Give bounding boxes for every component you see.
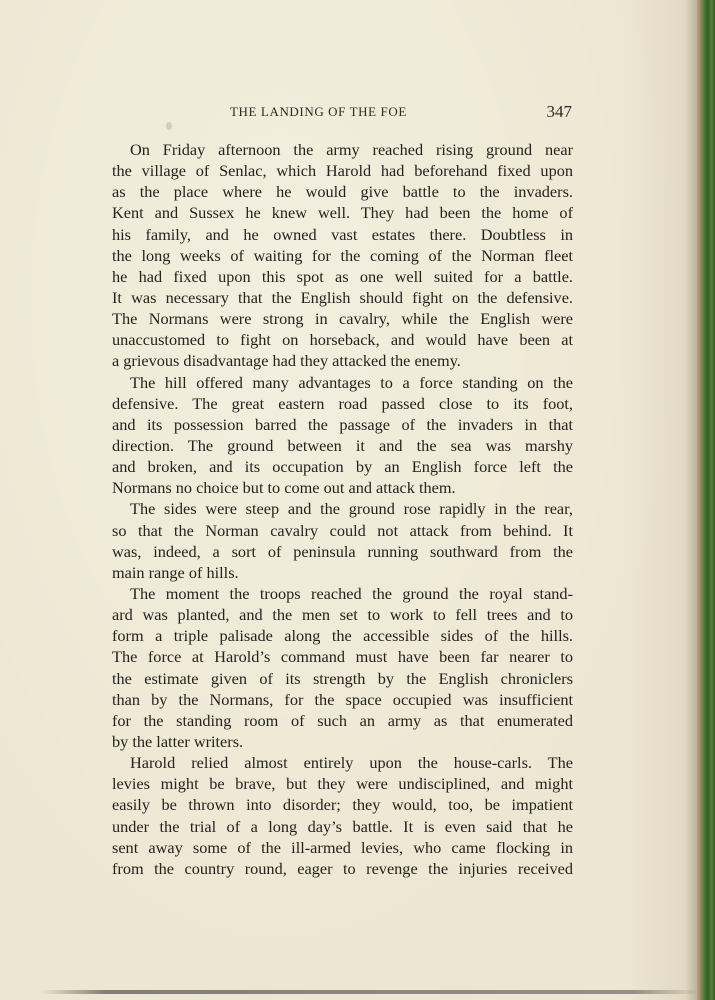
text-line: and broken, and its occupation by an English force left the [112, 457, 573, 477]
text-line: for the standing room of such an army as that enumerated [112, 710, 573, 730]
text-line: the long weeks of waiting for the coming of the Norman fleet [112, 245, 573, 265]
text-line: main range of hills. [112, 562, 239, 582]
text-line: It was necessary that the English should fight on the defensive. [112, 287, 573, 307]
running-title: THE LANDING OF THE FOE [230, 104, 407, 119]
text-line: form a triple palisade along the accessible sides of the hills. [112, 626, 573, 646]
text-line: The force at Harold’s command must have been far nearer to [112, 647, 573, 667]
text-line: On Friday afternoon the army reached rising ground near [130, 140, 573, 159]
text-line: Normans no choice but to come out and attack them. [112, 478, 456, 498]
text-line: a grievous disadvantage had they attacked the enemy. [112, 351, 461, 371]
text-line: than by the Normans, for the space occupied was insufficient [112, 689, 573, 709]
body-text [112, 139, 573, 879]
text-line: was, indeed, a sort of peninsula running southward from the [112, 541, 573, 561]
text-line: The hill offered many advantages to a force standing on the [130, 372, 573, 392]
text-line: and its possession barred the passage of the invaders in that [112, 414, 573, 434]
text-line: direction. The ground between it and the sea was marshy [112, 435, 573, 455]
text-line: the estimate given of its strength by the English chroniclers [112, 668, 573, 688]
page-bottom-edge [40, 990, 700, 994]
text-line: under the trial of a long day’s battle. It is even said that he [112, 816, 573, 836]
text-line: so that the Norman cavalry could not attack from behind. It [112, 520, 573, 540]
page-number: 347 [546, 102, 572, 121]
text-line: The moment the troops reached the ground the royal stand- [130, 583, 573, 603]
book-spine-edge [697, 0, 715, 1000]
text-line: from the country round, eager to revenge the injuries received [112, 858, 573, 878]
text-line: Harold relied almost entirely upon the house-carls. The [130, 753, 573, 773]
text-line: The Normans were strong in cavalry, while the English were [112, 309, 573, 329]
text-line: as the place where he would give battle to the invaders. [112, 182, 573, 202]
text-line: his family, and he owned vast estates there. Doubtless in [112, 224, 573, 244]
text-line: the village of Senlac, which Harold had beforehand fixed upon [112, 161, 573, 181]
text-line: by the latter writers. [112, 731, 244, 751]
text-line: Kent and Sussex he knew well. They had been the home of [112, 203, 573, 223]
text-line: unaccustomed to fight on horseback, and would have been at [112, 330, 573, 350]
text-line: sent away some of the ill-armed levies, who came flocking in [112, 837, 573, 857]
running-head [112, 104, 572, 124]
text-line: ard was planted, and the men set to work to fell trees and to [112, 605, 573, 625]
text-line: levies might be brave, but they were undisciplined, and might [112, 774, 573, 794]
text-line: The sides were steep and the ground rose rapidly in the rear, [130, 499, 573, 519]
text-line: easily be thrown into disorder; they would, too, be impatient [112, 795, 573, 815]
page-gutter-shadow [685, 0, 697, 1000]
text-line: he had fixed upon this spot as one well suited for a battle. [112, 266, 573, 286]
text-line: defensive. The great eastern road passed close to its foot, [112, 393, 573, 413]
